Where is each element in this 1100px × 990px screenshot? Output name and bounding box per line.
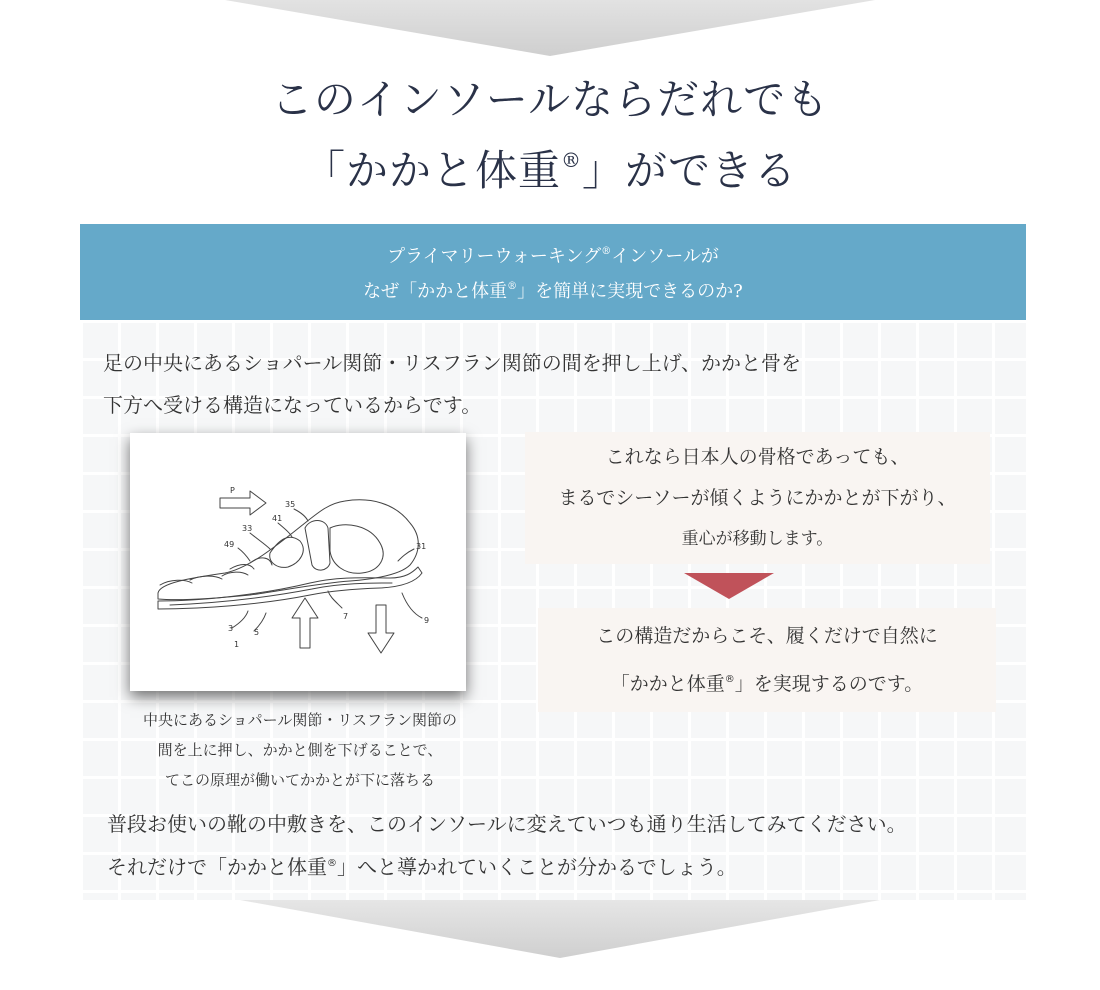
registered-mark: ® <box>507 281 518 292</box>
closing-line-2-post: 」へと導かれていくことが分かるでしょう。 <box>337 855 737 879</box>
leader-line <box>328 591 342 608</box>
closing-text <box>107 804 1037 887</box>
leader-line <box>250 533 270 549</box>
conclusion-box <box>538 608 996 712</box>
banner-line-1 <box>80 237 1026 272</box>
question-banner <box>80 224 1026 320</box>
diagram-label-31: 31 <box>416 542 427 551</box>
diagram-label-33: 33 <box>242 524 253 533</box>
leader-line <box>402 593 422 618</box>
insole-outline <box>158 567 422 609</box>
caption-line-2: 間を上に押し、かかと側を下げることで、 <box>157 741 443 759</box>
page-title-line-2-pre: 「かかと体重 <box>302 146 561 195</box>
diagram-label-41: 41 <box>272 514 283 523</box>
diagram-label-1: 1 <box>234 640 240 649</box>
closing-line-2 <box>107 844 1037 887</box>
page-title-line-2-post: 」ができる <box>582 146 798 195</box>
bone-shape <box>270 537 303 567</box>
page-title <box>0 70 1100 201</box>
insole-diagram <box>130 433 466 691</box>
bottom-chevron-arrow <box>240 900 880 958</box>
box2-line-2-pre: 「かかと体重 <box>610 673 725 695</box>
diagram-label-5: 5 <box>254 628 260 637</box>
box2-line-2 <box>538 658 996 706</box>
diagram-label-49: 49 <box>224 540 235 549</box>
leader-line <box>294 509 308 521</box>
bone-lines <box>230 558 272 569</box>
banner-line-2-pre: なぜ「かかと体重 <box>363 281 508 302</box>
intro-line-2: 下方へ受ける構造になっているからです。 <box>103 393 482 417</box>
diagram-label-7: 7 <box>343 612 349 621</box>
page-title-line-2 <box>0 130 1100 201</box>
intro-line-1: 足の中央にあるショパール関節・リスフラン関節の間を押し上げ、かかと骨を <box>103 351 801 375</box>
box1-line-1: これなら日本人の骨格であっても、 <box>605 445 910 468</box>
pressure-arrow-icon <box>220 491 266 515</box>
diagram-label-9: 9 <box>424 616 430 625</box>
leader-line <box>232 611 248 628</box>
banner-line-2 <box>80 272 1026 307</box>
intro-text <box>103 342 983 426</box>
leader-line <box>398 549 414 561</box>
box2-line-1: この構造だからこそ、履くだけで自然に <box>596 625 938 647</box>
closing-line-2-pre: それだけで「かかと体重 <box>107 855 327 879</box>
up-arrow-icon <box>292 598 318 648</box>
caption-line-3: てこの原理が働いてかかとが下に落ちる <box>164 771 435 789</box>
top-chevron-arrow <box>225 0 875 56</box>
bone-shape <box>305 521 330 571</box>
foot-insole-drawing <box>130 433 466 691</box>
leader-line <box>238 548 250 561</box>
closing-line-1: 普段お使いの靴の中敷きを、このインソールに変えていつも通り生活してみてください。 <box>107 812 907 836</box>
page-title-line-1: このインソールならだれでも <box>270 75 830 124</box>
registered-mark: ® <box>561 148 582 172</box>
registered-mark: ® <box>327 858 337 869</box>
box2-line-2-post: 」を実現するのです。 <box>734 673 924 695</box>
insole-layer <box>170 583 392 605</box>
box1-line-2: まるでシーソーが傾くようにかかとが下がり、 <box>558 486 957 509</box>
diagram-label-35: 35 <box>285 500 296 509</box>
banner-line-1-post: インソールが <box>611 246 719 267</box>
banner-line-1-pre: プライマリーウォーキング <box>387 246 602 267</box>
foot-outline <box>158 500 418 600</box>
diagram-label-3: 3 <box>228 624 234 633</box>
box1-line-3: 重心が移動します。 <box>681 528 834 549</box>
banner-line-2-post: 」を簡単に実現できるのか? <box>517 281 743 302</box>
heel-bone-shape <box>330 525 383 574</box>
seesaw-explanation-box <box>525 432 990 564</box>
caption-line-1: 中央にあるショパール関節・リスフラン関節の <box>142 711 458 729</box>
registered-mark: ® <box>601 246 612 257</box>
registered-mark: ® <box>724 674 735 685</box>
down-arrow-icon <box>368 605 394 653</box>
diagram-caption <box>105 705 495 795</box>
diagram-label-p: P <box>230 486 235 495</box>
